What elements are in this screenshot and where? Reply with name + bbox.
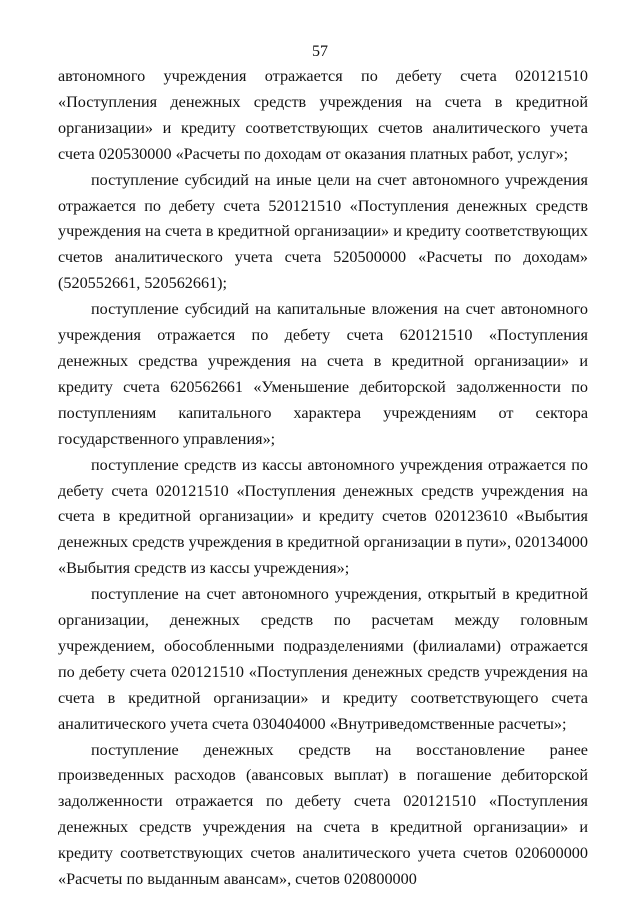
page-number: 57 xyxy=(312,43,328,60)
paragraph-expense-restoration: поступление денежных средств на восстановление ранее произведенных расходов (авансовых выплат) в погашение дебиторской задолженности отражается по дебету счета 020121510 «Поступления денежных средств учреждения на счета в кредитной организации» и кредиту соответствующих счетов аналитического учета счетов 020600000 «Расчеты по выданным авансам», счетов 020800000 xyxy=(58,740,588,889)
paragraph-subsidies-capital-investments: поступление субсидий на капитальные вложения на счет автономного учреждения отражается по дебету счета 620121510 «Поступления денежных средства учреждения на счета в кредитной организации» и кредиту счета 620562661 «Уменьшение дебиторской задолженности по поступлениям капитального характера учреждениям от сектора государственного управления»; xyxy=(58,300,588,448)
paragraph-intradepartmental-settlements: поступление на счет автономного учреждения, открытый в кредитной организации, денежных средств по расчетам между головным учреждением, обособленными подразделениями (филиалами) отражается по дебету счета 020121510 «Поступления денежных средств учреждения на счета в кредитной организации» и кредиту соответствующего счета аналитического учета счета 030404000 «Внутриведомственные расчеты»; xyxy=(58,585,588,733)
paragraph-cash-desk-receipts: поступление средств из кассы автономного учреждения отражается по дебету счета 020121510 «Поступления денежных средств учреждения на счета в кредитной организации» и кредиту счетов 020123610 «Выбытия денежных средств учреждения в кредитной организации в пути», 020134000 «Выбытия средств из кассы учреждения»; xyxy=(58,455,588,578)
paragraph-continued: автономного учреждения отражается по дебету счета 020121510 «Поступления денежных средств учреждения на счета в кредитной организации» и кредиту соответствующих счетов аналитического учета счета 020530000 «Расчеты по доходам от оказания платных работ, услуг»; xyxy=(58,67,588,163)
document-body xyxy=(58,64,588,893)
paragraph-subsidies-other-purposes: поступление субсидий на иные цели на счет автономного учреждения отражается по дебету счета 520121510 «Поступления денежных средств учреждения на счета в кредитной организации» и кредиту соответствующих счетов аналитического учета счета 520500000 «Расчеты по доходам» (520552661, 520562661); xyxy=(58,170,588,293)
